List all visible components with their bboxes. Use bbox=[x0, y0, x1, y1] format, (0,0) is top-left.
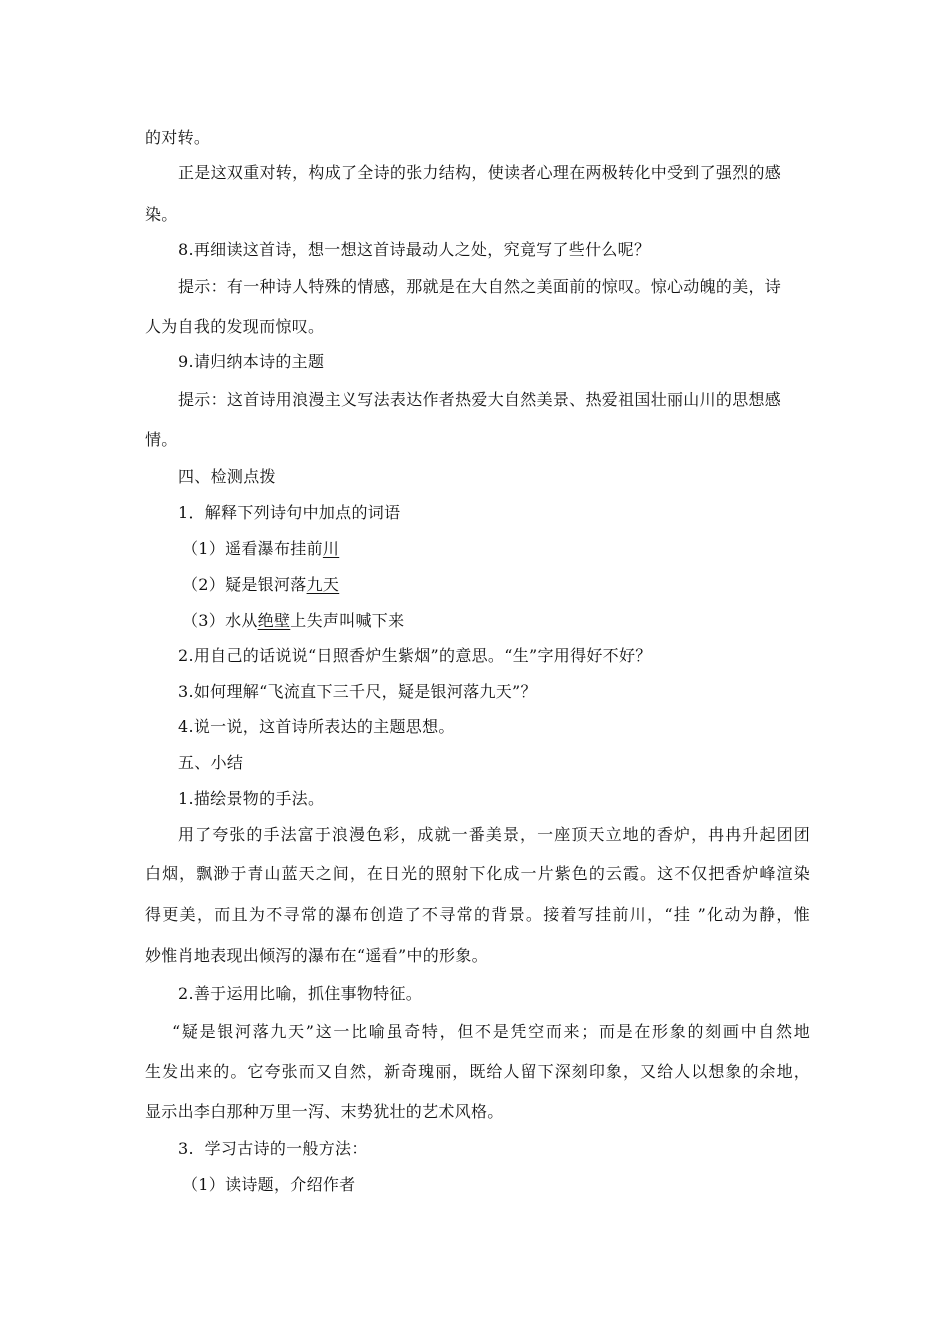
item-text: 上失声叫喊下来 bbox=[290, 611, 405, 630]
paragraph-line: 生发出来的。它夸张而又自然，新奇瑰丽，既给人留下深刻印象，又给人以想象的余地， bbox=[145, 1062, 810, 1081]
exercise-item-3 bbox=[182, 611, 847, 631]
item-text: （3）水从 bbox=[182, 611, 258, 630]
marked-word: 九天 bbox=[306, 575, 340, 594]
paragraph-line: 白烟，飘渺于青山蓝天之间，在日光的照射下化成一片紫色的云霞。这不仅把香炉峰渲染 bbox=[145, 864, 810, 883]
hint-line: 人为自我的发现而惊叹。 bbox=[145, 317, 325, 336]
paragraph-line: 的对转。 bbox=[145, 128, 211, 147]
exercise-1: 1．解释下列诗句中加点的词语 bbox=[178, 503, 401, 522]
question-8: 8.再细读这首诗，想一想这首诗最动人之处，究竟写了些什么呢？ bbox=[178, 240, 651, 259]
summary-point-3: 3. 学习古诗的一般方法： bbox=[178, 1139, 368, 1158]
marked-word: 川 bbox=[322, 539, 340, 558]
exercise-4: 4.说一说，这首诗所表达的主题思想。 bbox=[178, 717, 455, 736]
paragraph-line: 正是这双重对转，构成了全诗的张力结构，使读者心理在两极转化中受到了强烈的感 bbox=[178, 163, 782, 182]
summary-point-2: 2.善于运用比喻，抓住事物特征。 bbox=[178, 984, 423, 1003]
item-text: （2）疑是银河落 bbox=[182, 575, 307, 594]
section-heading-5: 五、小结 bbox=[178, 753, 244, 772]
hint-line: 提示：这首诗用浪漫主义写法表达作者热爱大自然美景、热爱祖国壮丽山川的思想感 bbox=[178, 390, 782, 409]
paragraph-line: 妙惟肖地表现出倾泻的瀑布在“遥看”中的形象。 bbox=[145, 946, 488, 965]
hint-line: 情。 bbox=[145, 430, 178, 449]
question-9: 9.请归纳本诗的主题 bbox=[178, 352, 325, 371]
paragraph-line: 显示出李白那种万里一泻、末势犹壮的艺术风格。 bbox=[145, 1102, 504, 1121]
method-item-1: （1）读诗题，介绍作者 bbox=[182, 1175, 356, 1194]
exercise-item-2 bbox=[182, 575, 847, 595]
hint-line: 提示：有一种诗人特殊的情感，那就是在大自然之美面前的惊叹。惊心动魄的美，诗 bbox=[178, 277, 782, 296]
section-heading-4: 四、检测点拨 bbox=[178, 467, 276, 486]
paragraph-line: 得更美，而且为不寻常的瀑布创造了不寻常的背景。接着写挂前川，“挂 ”化动为静，惟 bbox=[145, 905, 810, 924]
paragraph-line: 用了夸张的手法富于浪漫色彩，成就一番美景，一座顶天立地的香炉，冉冉升起团团 bbox=[178, 825, 810, 844]
exercise-3: 3.如何理解“飞流直下三千尺，疑是银河落九天”？ bbox=[178, 682, 537, 701]
summary-point-1: 1.描绘景物的手法。 bbox=[178, 789, 325, 808]
item-text: （1）遥看瀑布挂前 bbox=[182, 539, 323, 558]
exercise-2: 2.用自己的话说说“日照香炉生紫烟”的意思。“生”字用得好不好？ bbox=[178, 646, 652, 665]
exercise-item-1 bbox=[182, 539, 847, 559]
marked-word: 绝壁 bbox=[257, 611, 291, 630]
paragraph-line: 染。 bbox=[145, 205, 178, 224]
paragraph-line: “疑是银河落九天”这一比喻虽奇特，但不是凭空而来；而是在形象的刻画中自然地 bbox=[172, 1022, 810, 1041]
